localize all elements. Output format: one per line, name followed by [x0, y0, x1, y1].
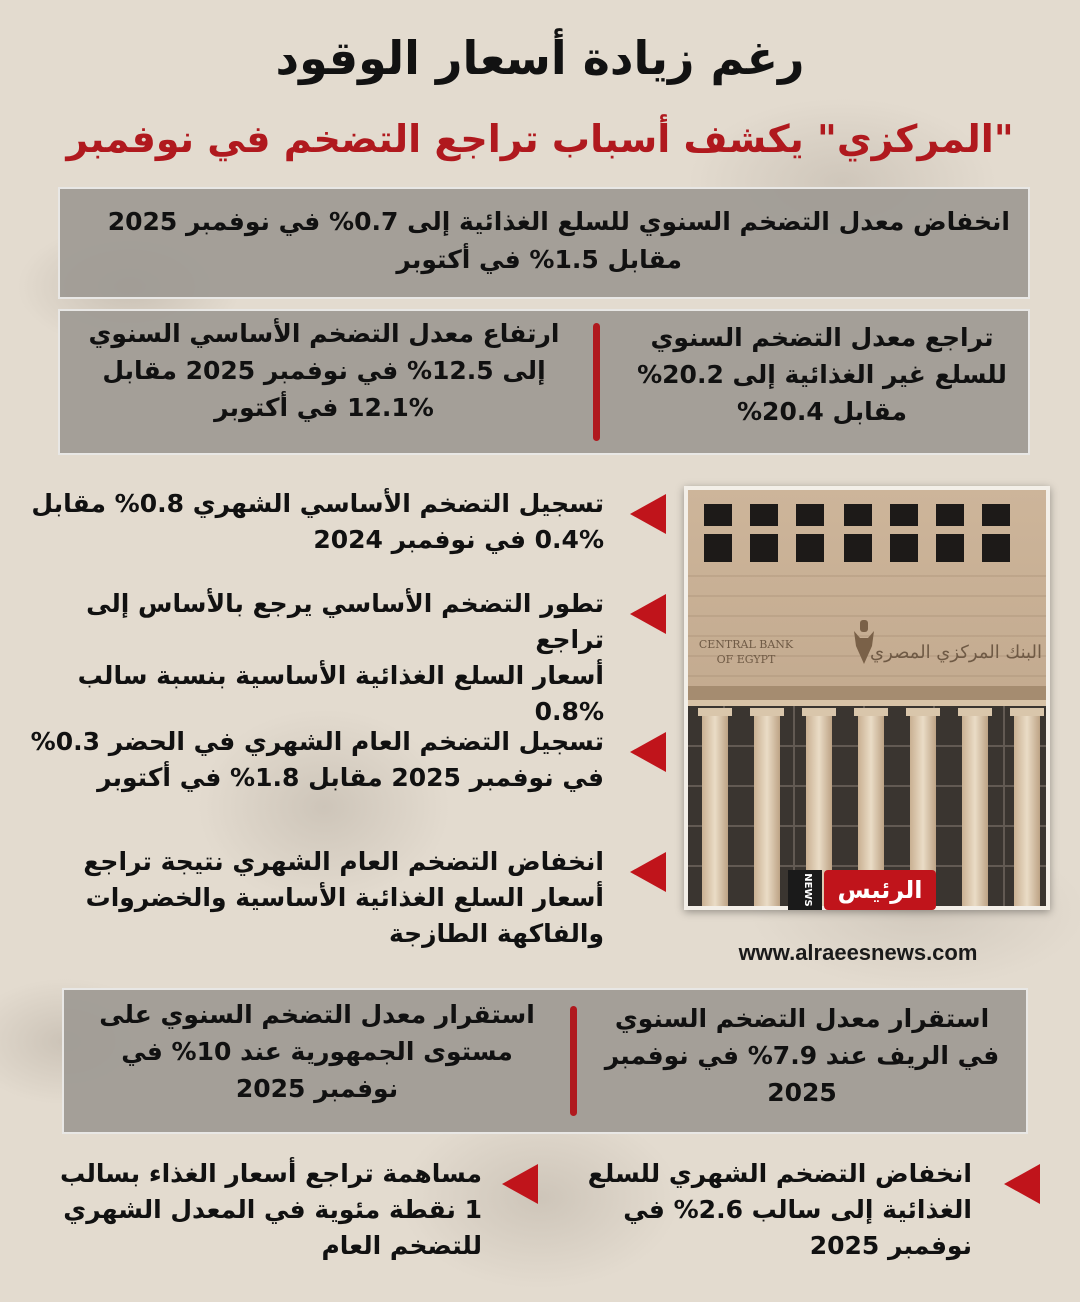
info-box-national-inflation [72, 996, 562, 1107]
red-triangle-bullet-icon [630, 852, 666, 892]
info-box-rural-inflation [592, 1000, 1012, 1111]
red-triangle-bullet-icon [630, 732, 666, 772]
info-box-line: 2025 [767, 1078, 837, 1107]
info-box-line: استقرار معدل التضخم السنوي [614, 1004, 990, 1033]
red-divider [570, 1006, 577, 1116]
info-box-line: ارتفاع معدل التضخم الأساسي السنوي [88, 319, 560, 348]
list-item-text: انخفاض التضخم العام الشهري نتيجة تراجع أسعار السلع الغذائية الأساسية والخضروات والفاكهة الطازجة [83, 847, 604, 948]
red-triangle-bullet-icon [502, 1164, 538, 1204]
info-box-non-food [632, 319, 1012, 430]
info-box-line: نوفمبر 2025 [235, 1074, 399, 1103]
info-box-line: انخفاض معدل التضخم السنوي للسلع الغذائية إلى 0.7% في نوفمبر 2025 [107, 207, 1010, 236]
red-triangle-bullet-icon [630, 594, 666, 634]
info-box-line: إلى 12.5% في نوفمبر 2025 مقابل [102, 356, 546, 385]
info-box-food-inflation [58, 187, 1030, 299]
info-box-line: في الريف عند 7.9% في نوفمبر [604, 1041, 1000, 1070]
info-box-row1 [58, 309, 1030, 455]
info-box-line: مستوى الجمهورية عند 10% في [121, 1037, 513, 1066]
list-item-text: انخفاض التضخم الشهري للسلع الغذائية إلى سالب 2.6% في نوفمبر 2025 [587, 1159, 972, 1260]
info-box-row2 [62, 988, 1028, 1134]
list-item-text: تطور التضخم الأساسي يرجع بالأساس إلى تراجع أسعار السلع الغذائية الأساسية بنسبة سالب 0.8% [77, 589, 604, 726]
info-box-line: مقابل 1.5% في أكتوبر [396, 245, 682, 274]
alraees-news-logo [788, 870, 936, 910]
info-box-line: استقرار معدل التضخم السنوي على [99, 1000, 535, 1029]
bullet-list [20, 478, 670, 978]
logo-news-text: NEWS [802, 873, 813, 907]
page-title: رغم زيادة أسعار الوقود [275, 31, 805, 85]
red-divider [593, 323, 600, 441]
page-subtitle: "المركزي" يكشف أسباب تراجع التضخم في نوفمبر [66, 117, 1014, 161]
list-item-text: تسجيل التضخم الأساسي الشهري 0.8% مقابل 0.4% في نوفمبر 2024 [31, 489, 604, 554]
info-box-core-inflation [74, 315, 574, 426]
list-item-text: مساهمة تراجع أسعار الغذاء بسالب 1 نقطة مئوية في المعدل الشهري للتضخم العام [60, 1159, 482, 1260]
sign-english-line1: CENTRAL BANK [698, 638, 794, 651]
central-bank-photo [684, 486, 1050, 910]
logo-arabic-text: الرئيس [837, 876, 923, 904]
sign-english-line2: OF EGYPT [716, 653, 776, 666]
info-box-line: مقابل 20.4% [736, 397, 907, 426]
info-box-line: 12.1% في أكتوبر [214, 393, 434, 422]
info-box-line: للسلع غير الغذائية إلى 20.2% [637, 360, 1007, 389]
red-triangle-bullet-icon [630, 494, 666, 534]
list-item-text: تسجيل التضخم العام الشهري في الحضر 0.3% في نوفمبر 2025 مقابل 1.8% في أكتوبر [30, 727, 604, 792]
info-box-line: تراجع معدل التضخم السنوي [650, 323, 994, 352]
website-url[interactable]: www.alraeesnews.com [738, 940, 978, 965]
sign-arabic: البنك المركزي المصري [870, 642, 1042, 663]
red-triangle-bullet-icon [1004, 1164, 1040, 1204]
building-illustration [684, 486, 1050, 910]
